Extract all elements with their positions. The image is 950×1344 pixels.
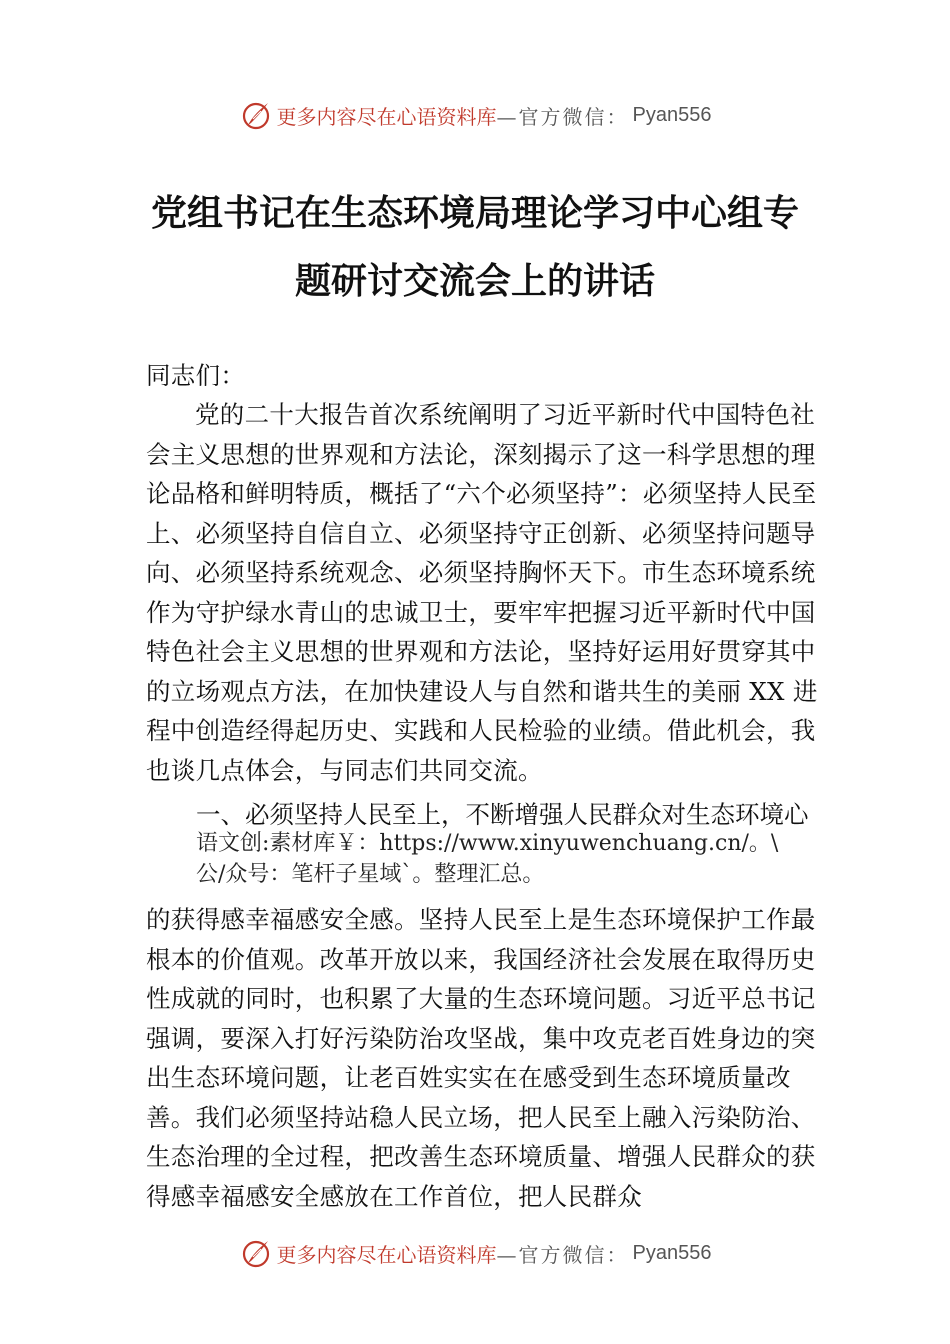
banner-brand-text: 更多内容尽在心语资料库: [276, 104, 497, 129]
banner-official-text: —官方微信：: [496, 1242, 629, 1267]
document-title: [0, 180, 950, 316]
banner-wechat-id: Pyan556: [632, 1241, 712, 1264]
banner-official-text: —官方微信：: [496, 104, 629, 129]
inserted-line-1: 语文创:素材库￥：https://www.xinyuwenchuang.cn/。\: [196, 831, 779, 856]
title-line-2: 题研讨交流会上的讲话: [294, 261, 655, 302]
bottom-banner: [0, 1233, 950, 1273]
paragraph-1: 党的二十大报告首次系统阐明了习近平新时代中国特色社会主义思想的世界观和方法论，深刻揭示了这一科学思想的理论品格和鲜明特质，概括了“六个必须坚持”：必须坚持人民至上、必须坚持自信自立、必须坚持守正创新、必须坚持问题导向、必须坚持系统观念、必须坚持胸怀天下。市生态环境系统作为守护绿水青山的忠诚卫士，要牢牢把握习近平新时代中国特色社会主义思想的世界观和方法论，坚持好运用好贯穿其中的立场观点方法，在加快建设人与自然和谐共生的美丽 XX 进程中创造经得起历史、实践和人民检验的业绩。借此机会，我也谈几点体会，与同志们共同交流。: [146, 400, 818, 785]
top-banner: [0, 95, 950, 135]
section-heading-1: 一、必须坚持人民至上，不断增强人民群众对生态环境心: [196, 800, 809, 829]
greeting: 同志们：: [146, 361, 246, 390]
inserted-line-2: 公/众号：笔杆子星域`。整理汇总。: [196, 862, 545, 887]
feather-seal-icon: [239, 1236, 273, 1270]
banner-wechat-id: Pyan556: [632, 103, 712, 126]
title-line-1: 党组书记在生态环境局理论学习中心组专: [150, 193, 799, 234]
banner-brand-text: 更多内容尽在心语资料库: [276, 1242, 497, 1267]
paragraph-2: 的获得感幸福感安全感。坚持人民至上是生态环境保护工作最根本的价值观。改革开放以来，我国经济社会发展在取得历史性成就的同时，也积累了大量的生态环境问题。习近平总书记强调，要深入打好污染防治攻坚战，集中攻克老百姓身边的突出生态环境问题，让老百姓实实在在感受到生态环境质量改善。我们必须坚持站稳人民立场，把人民至上融入污染防治、生态治理的全过程，把改善生态环境质量、增强人民群众的获得感幸福感安全感放在工作首位，把人民群众: [146, 905, 816, 1211]
feather-seal-icon: [239, 98, 273, 132]
inserted-promo-text: [196, 828, 846, 890]
